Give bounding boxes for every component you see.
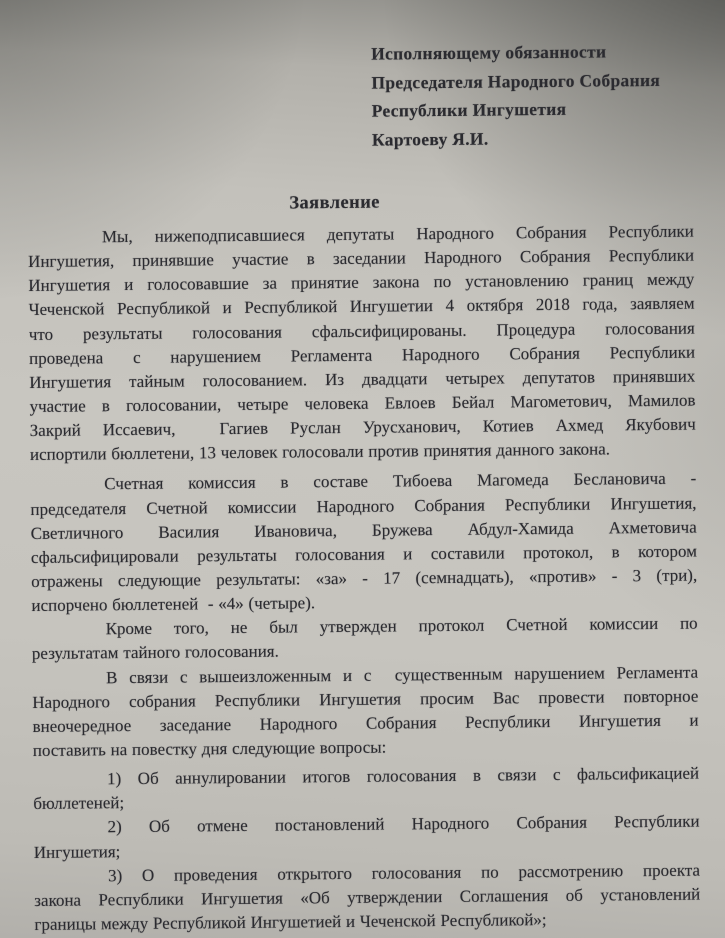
recipient-line: Картоеву Я.И. xyxy=(371,128,489,150)
document-title: Заявление xyxy=(289,192,380,214)
recipient-line: Республики Ингушетия xyxy=(371,99,567,122)
text-line: внеочередное заседание Народного Собрания Республики Ингушетия и xyxy=(32,710,699,736)
text-line: Мы, нижеподписавшиеся депутаты Народного Собрания Республики xyxy=(101,221,694,247)
text-line: Закрий Иссаевич, Гагиев Руслан Урусханович, Котиев Ахмед Якубович xyxy=(29,414,696,441)
paragraph-intro xyxy=(28,220,696,468)
recipient-line: Председателя Народного Собрания xyxy=(371,69,661,93)
text-line: испорчено бюллетеней - «4» (четыре). xyxy=(31,593,316,616)
agenda-item-2 xyxy=(33,810,699,865)
document-body xyxy=(28,220,701,937)
text-line: Народного собрания Республики Ингушетия просим Вас провести повторное xyxy=(32,686,699,712)
text-line: В связи с вышеизложенным и с существенным нарушением Регламента xyxy=(106,662,699,687)
text-line: закона Республики Ингушетия «Об утверждении Соглашения об установлений xyxy=(34,884,701,910)
text-line: Ингушетия тайным голосованием. Из двадцати четырех депутатов принявших xyxy=(29,366,696,392)
paragraph-protocol-not-approved xyxy=(32,612,698,667)
text-line: испортили бюллетени, 13 человек голосовали против принятия данного закона. xyxy=(29,439,611,465)
text-line: 3) О проведения открытого голосования по рассмотрению проекта xyxy=(107,860,701,885)
text-line: проведена с нарушением Регламента Народного Собрания Республики xyxy=(28,342,696,368)
text-line: 1) Об аннулировании итогов голосования в связи с фальсификацией xyxy=(106,763,700,789)
text-line: Ингушетия; xyxy=(33,841,121,862)
text-line: председателя Счетной комиссии Народного Собрания Республики Ингушетия, xyxy=(30,493,697,519)
text-line: поставить на повестку дня следующие вопросы: xyxy=(32,737,387,760)
text-line: Кроме того, не был утвержден протокол Счетной комиссии по xyxy=(105,613,698,639)
recipient-line: Исполняющему обязанности xyxy=(371,41,607,64)
text-line: Светличного Василия Ивановича, Бружева Абдул-Хамида Ахметовича xyxy=(30,517,697,543)
text-line: границы между Республикой Ингушетией и Чеченской Республикой»; xyxy=(34,909,547,934)
text-line: Ингушетия и голосовавшие за принятие закона по установлению границ между xyxy=(28,269,695,296)
agenda-item-1 xyxy=(33,762,699,817)
text-line: что результаты голосования сфальсифицированы. Процедура голосования xyxy=(28,318,695,344)
text-line: результатам тайного голосования. xyxy=(31,641,279,664)
paragraph-counting-commission xyxy=(30,467,697,618)
text-line: отражены следующие результаты: «за» - 17 (семнадцать), «против» - 3 (три), xyxy=(31,565,698,591)
text-line: Счетная комиссия в составе Тибоева Магомеда Беслановича - xyxy=(104,468,697,494)
text-line: Ингушетия, принявшие участие в заседании Народного Собрания Республики xyxy=(28,245,695,272)
recipient-block xyxy=(371,37,702,155)
text-line: бюллетеней; xyxy=(33,793,125,814)
paragraph-request xyxy=(32,660,699,763)
text-line: сфальсифицировали результаты голосования и составили протокол, в котором xyxy=(30,541,698,567)
text-line: 2) Об отмене постановлений Народного Собрания Республики xyxy=(107,811,700,837)
agenda-item-3 xyxy=(34,858,701,937)
text-line: Чеченской Республикой и Республикой Ингушетии 4 октября 2018 года, заявляем xyxy=(28,294,695,320)
text-line: участие в голосовании, четыре человека Евлоев Бейал Магометович, Мамилов xyxy=(29,390,696,416)
